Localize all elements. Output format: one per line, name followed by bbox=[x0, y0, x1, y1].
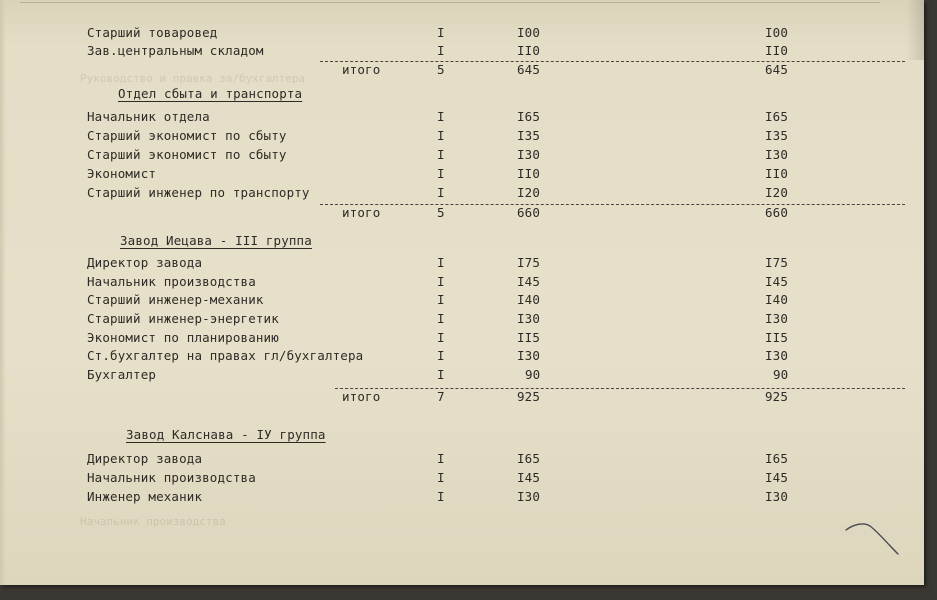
position-name: Старший экономист по сбыту bbox=[87, 147, 287, 162]
position-count: I bbox=[437, 25, 445, 40]
position-count: I bbox=[437, 128, 445, 143]
position-name: Старший инженер-механик bbox=[87, 292, 264, 307]
subtotal-total: 925 bbox=[765, 389, 789, 404]
salary-value: 90 bbox=[525, 367, 541, 382]
subtotal-rule bbox=[335, 388, 905, 389]
position-name: Экономист по планированию bbox=[87, 330, 279, 345]
total-value: II5 bbox=[765, 330, 789, 345]
position-count: I bbox=[437, 292, 445, 307]
position-count: I bbox=[437, 166, 445, 181]
section-heading: Завод Иецава - III группа bbox=[120, 233, 312, 248]
subtotal-label: итого bbox=[342, 389, 381, 404]
total-value: I20 bbox=[765, 185, 789, 200]
position-name: Директор завода bbox=[87, 255, 203, 270]
subtotal-salary: 660 bbox=[517, 205, 541, 220]
section-heading: Завод Калснава - IУ группа bbox=[126, 427, 326, 442]
subtotal-label: итого bbox=[342, 62, 381, 77]
salary-value: I30 bbox=[517, 348, 541, 363]
salary-value: I75 bbox=[517, 255, 541, 270]
position-count: I bbox=[437, 451, 445, 466]
position-count: I bbox=[437, 185, 445, 200]
position-count: I bbox=[437, 274, 445, 289]
total-value: I40 bbox=[765, 292, 789, 307]
subtotal-count: 7 bbox=[437, 389, 445, 404]
subtotal-salary: 925 bbox=[517, 389, 541, 404]
position-count: I bbox=[437, 43, 445, 58]
total-value: II0 bbox=[765, 166, 789, 181]
position-name: Старший инженер по транспорту bbox=[87, 185, 310, 200]
total-value: I30 bbox=[765, 311, 789, 326]
position-name: Начальник производства bbox=[87, 274, 256, 289]
position-name: Ст.бухгалтер на правах гл/бухгалтера bbox=[87, 348, 364, 363]
total-value: I65 bbox=[765, 109, 789, 124]
subtotal-rule bbox=[320, 204, 905, 205]
subtotal-count: 5 bbox=[437, 62, 445, 77]
show-through-text: Руководство и правка за/бухгалтера bbox=[80, 72, 306, 85]
salary-value: I65 bbox=[517, 109, 541, 124]
position-name: Начальник производства bbox=[87, 470, 256, 485]
position-count: I bbox=[437, 311, 445, 326]
total-value: I35 bbox=[765, 128, 789, 143]
total-value: 90 bbox=[773, 367, 789, 382]
position-name: Старший инженер-энергетик bbox=[87, 311, 279, 326]
page-top-line bbox=[20, 2, 880, 4]
position-name: Начальник отдела bbox=[87, 109, 210, 124]
position-count: I bbox=[437, 147, 445, 162]
subtotal-count: 5 bbox=[437, 205, 445, 220]
salary-value: I00 bbox=[517, 25, 541, 40]
position-count: I bbox=[437, 489, 445, 504]
total-value: I30 bbox=[765, 147, 789, 162]
position-count: I bbox=[437, 367, 445, 382]
position-name: Зав.центральным складом bbox=[87, 43, 264, 58]
salary-value: I35 bbox=[517, 128, 541, 143]
subtotal-salary: 645 bbox=[517, 62, 541, 77]
salary-value: I40 bbox=[517, 292, 541, 307]
salary-value: I30 bbox=[517, 147, 541, 162]
position-count: I bbox=[437, 348, 445, 363]
salary-value: II0 bbox=[517, 43, 541, 58]
position-count: I bbox=[437, 255, 445, 270]
total-value: I00 bbox=[765, 25, 789, 40]
subtotal-total: 660 bbox=[765, 205, 789, 220]
salary-value: I65 bbox=[517, 451, 541, 466]
subtotal-total: 645 bbox=[765, 62, 789, 77]
salary-value: II0 bbox=[517, 166, 541, 181]
total-value: I30 bbox=[765, 348, 789, 363]
salary-value: I20 bbox=[517, 185, 541, 200]
position-name: Старший товаровед bbox=[87, 25, 218, 40]
total-value: I45 bbox=[765, 470, 789, 485]
subtotal-rule bbox=[320, 61, 905, 62]
position-name: Бухгалтер bbox=[87, 367, 157, 382]
total-value: I65 bbox=[765, 451, 789, 466]
position-count: I bbox=[437, 330, 445, 345]
salary-value: I45 bbox=[517, 274, 541, 289]
position-name: Старший экономист по сбыту bbox=[87, 128, 287, 143]
total-value: I75 bbox=[765, 255, 789, 270]
subtotal-label: итого bbox=[342, 205, 381, 220]
salary-value: II5 bbox=[517, 330, 541, 345]
salary-value: I30 bbox=[517, 489, 541, 504]
position-name: Инженер механик bbox=[87, 489, 203, 504]
section-heading: Отдел сбыта и транспорта bbox=[118, 86, 303, 101]
total-value: I45 bbox=[765, 274, 789, 289]
total-value: I30 bbox=[765, 489, 789, 504]
position-name: Экономист bbox=[87, 166, 157, 181]
salary-value: I45 bbox=[517, 470, 541, 485]
show-through-text: Начальник производства bbox=[80, 515, 226, 528]
page-fold-shadow bbox=[906, 0, 924, 60]
position-count: I bbox=[437, 109, 445, 124]
position-name: Директор завода bbox=[87, 451, 203, 466]
position-count: I bbox=[437, 470, 445, 485]
salary-value: I30 bbox=[517, 311, 541, 326]
pen-mark bbox=[842, 520, 902, 560]
total-value: II0 bbox=[765, 43, 789, 58]
binder-edge bbox=[0, 0, 6, 585]
